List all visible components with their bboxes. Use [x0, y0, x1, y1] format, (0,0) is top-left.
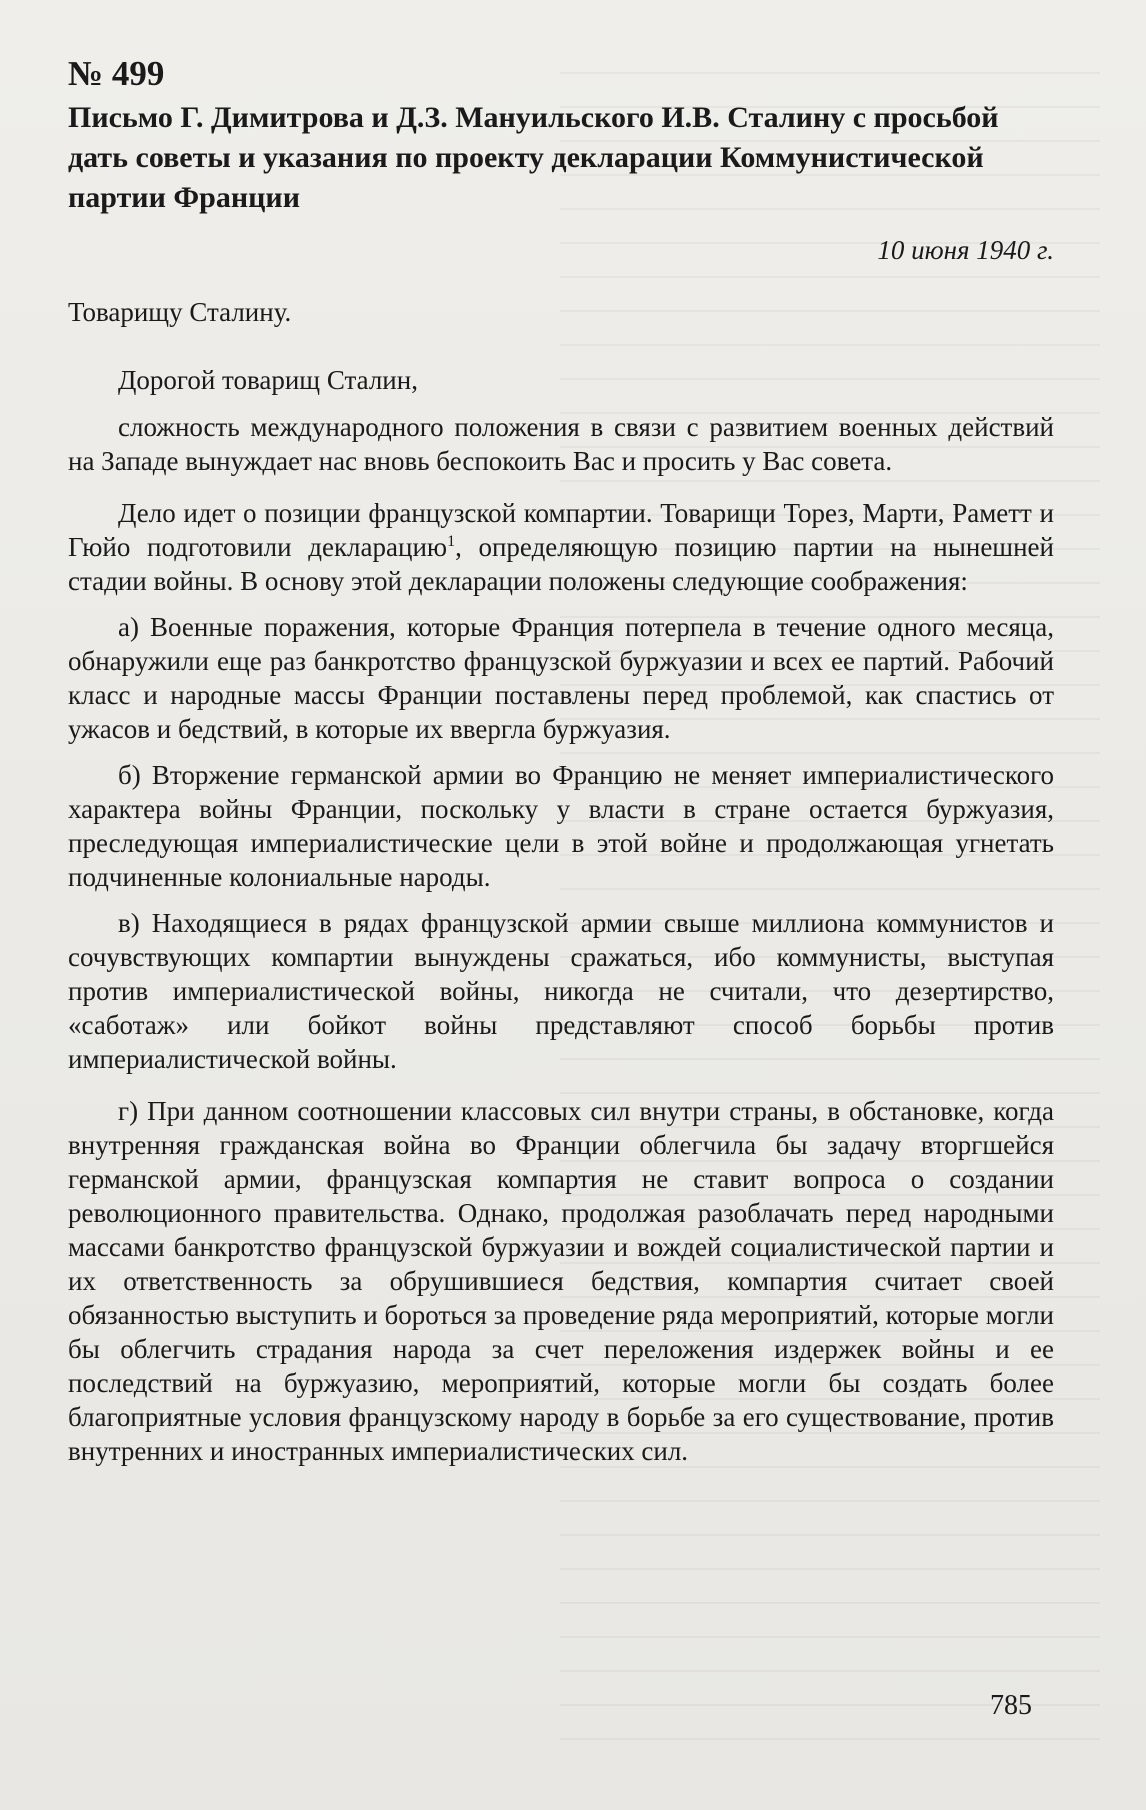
document-number: № 499 — [68, 54, 165, 93]
document-body — [68, 52, 1054, 1468]
paragraph-declaration — [68, 496, 1054, 598]
paragraph-point-v: в) Находящиеся в рядах французской армии свыше миллиона коммунистов и сочувствующих компартии вынуждены сражаться, ибо коммунисты, выступая против империалистической войны, никогда не считали, что дезертирство, «саботаж» или бойкот войны представляют способ борьбы против империалистической войны. — [68, 908, 1054, 1074]
paragraph-declaration-start: Дело идет о позиции французской компартии. Товарищи Торез, Марти, Раметт и Гюйо подготовили декларацию — [68, 498, 1054, 562]
paragraph-declaration-end: , определяющую позицию партии на нынешней стадии войны. В основу этой декларации положены следующие соображения: — [68, 532, 1054, 596]
greeting: Дорогой товарищ Сталин, — [118, 365, 418, 395]
paragraph-intro: сложность международного положения в связи с развитием военных действий на Западе вынуждает нас вновь беспокоить Вас и просить у Вас совета. — [68, 412, 1054, 476]
footnote-marker: 1 — [447, 533, 456, 550]
paragraph-point-g: г) При данном соотношении классовых сил внутри страны, в обстановке, когда внутренняя гражданская война во Франции облегчила бы задачу вторгшейся германской армии, французская компартия не ставит вопроса о создании революционного правительства. Однако, продолжая разоблачать перед народными массами банкротство французской буржуазии и вождей социалистической партии и их ответственность за обрушившиеся бедствия, компартия считает своей обязанностью выступить и бороться за проведение ряда мероприятий, которые могли бы облегчить страдания народа за счет переложения издержек войны и ее последствий на буржуазию, мероприятий, которые могли бы создать более благоприятные условия французскому народу в борьбе за его существование, против внутренних и иностранных империалистических сил. — [68, 1096, 1054, 1466]
addressee: Товарищу Сталину. — [68, 297, 292, 327]
page-number: 785 — [990, 1690, 1032, 1721]
paragraph-point-a: а) Военные поражения, которые Франция потерпела в течение одного месяца, обнаружили еще раз банкротство французской буржуазии и всех ее партий. Рабочий класс и народные массы Франции поставлены перед проблемой, как спастись от ужасов и бедствий, в которые их ввергла буржуазия. — [68, 612, 1054, 744]
document-title: Письмо Г. Димитрова и Д.З. Мануильского И.В. Сталину с просьбой дать советы и указания по проекту декларации Коммунистической партии Франции — [68, 101, 999, 214]
paragraph-point-b: б) Вторжение германской армии во Францию не меняет империалистического характера войны Франции, поскольку у власти в стране остается буржуазия, преследующая империалистические цели в этой войне и продолжающая угнетать подчиненные колониальные народы. — [68, 760, 1054, 892]
document-date: 10 июня 1940 г. — [877, 235, 1054, 265]
